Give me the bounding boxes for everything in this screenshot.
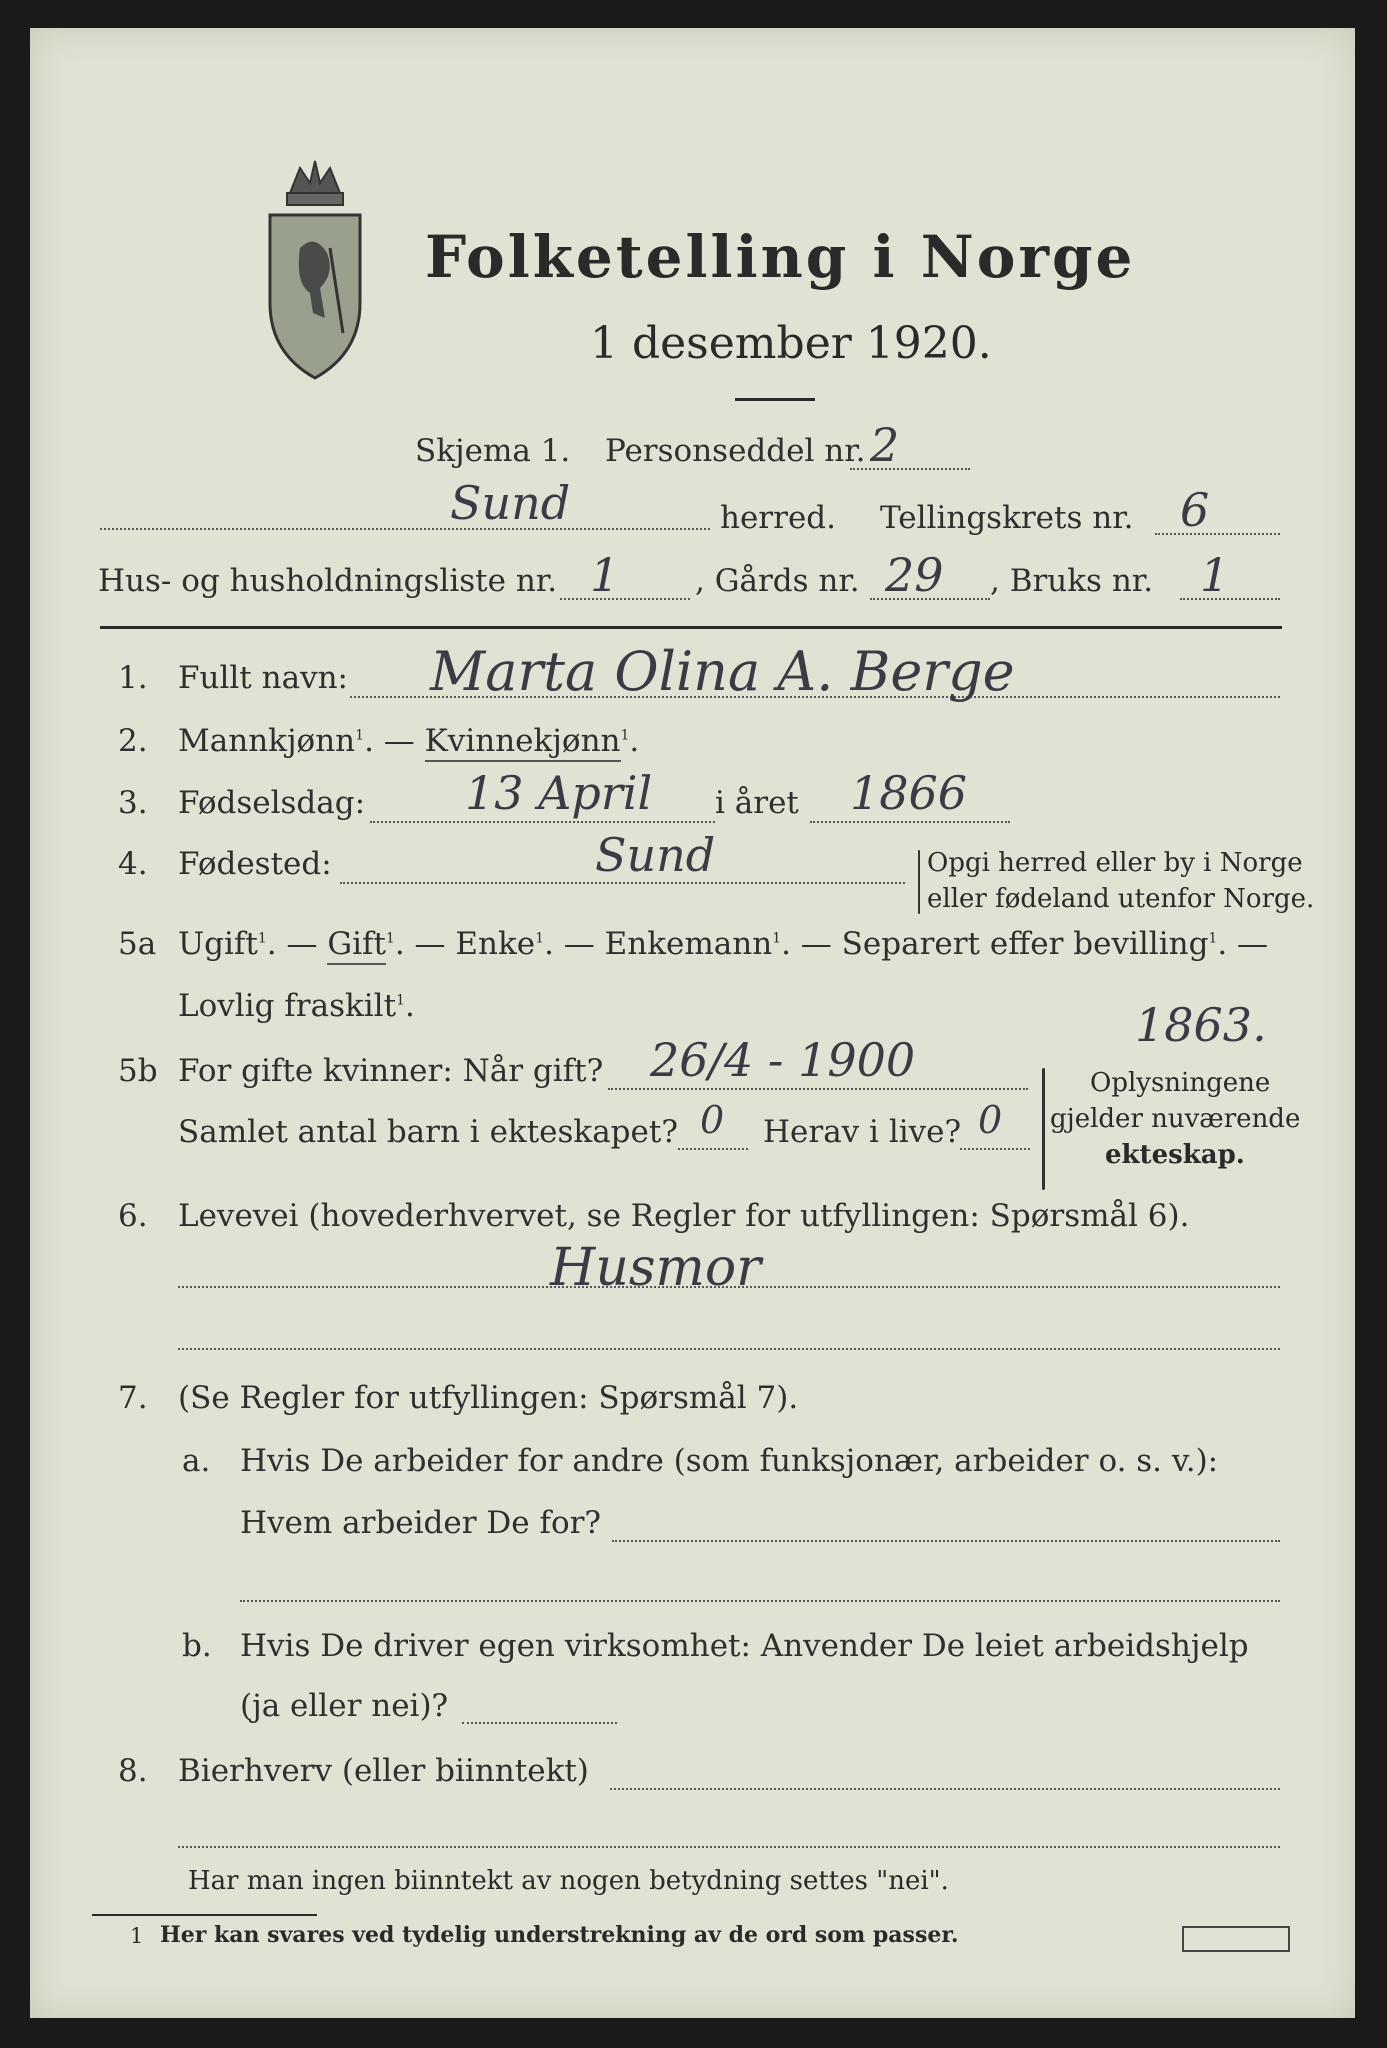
q7b-label2: (ja eller nei)? bbox=[240, 1688, 449, 1724]
q5b-barn-label: Samlet antal barn i ekteskapet? bbox=[178, 1114, 678, 1150]
q5a-separert-option[interactable]: Separert effer bevilling bbox=[841, 926, 1209, 962]
census-form bbox=[30, 28, 1355, 2018]
bruks-label: , Bruks nr. bbox=[990, 563, 1154, 599]
q7-number: 7. bbox=[118, 1380, 148, 1416]
q1-number: 1. bbox=[118, 660, 148, 696]
q7b-label: Hvis De driver egen virksomhet: Anvender De leiet arbeidshjelp bbox=[240, 1628, 1249, 1664]
bruks-line bbox=[1180, 598, 1280, 600]
form-title: Folketelling i Norge bbox=[425, 223, 1136, 291]
q5b-married-date-value[interactable]: 26/4 - 1900 bbox=[650, 1033, 916, 1087]
q3-year-label: i året bbox=[715, 785, 799, 821]
personseddel-label: Personseddel nr. bbox=[605, 433, 866, 469]
q2-mann-option[interactable]: Mannkjønn bbox=[178, 723, 356, 759]
q5a-number: 5a bbox=[118, 926, 157, 962]
q5b-married-line bbox=[608, 1088, 1028, 1090]
q7a-label: Hvis De arbeider for andre (som funksjonær, arbeider o. s. v.): bbox=[240, 1443, 1219, 1479]
footnote-rule bbox=[92, 1914, 317, 1916]
q4-note-brace bbox=[918, 850, 920, 914]
q5a-options: Ugift$^1$. — Gift$^1$. — Enke$^1$. — Enkemann$^1$. — Separert effer bevilling$^1$. — bbox=[178, 926, 1268, 962]
q5b-note-line1: Oplysningene bbox=[1090, 1068, 1271, 1098]
q6-number: 6. bbox=[118, 1198, 148, 1234]
q5a-lovlig-option[interactable]: Lovlig fraskilt bbox=[178, 988, 397, 1024]
tellingskrets-label: Tellingskrets nr. bbox=[880, 500, 1134, 536]
tellingskrets-value[interactable]: 6 bbox=[1180, 483, 1210, 537]
q2-kvinne-option[interactable]: Kvinnekjønn bbox=[425, 723, 621, 762]
q7a-line[interactable] bbox=[612, 1540, 1280, 1542]
q3-birthyear-value[interactable]: 1866 bbox=[850, 766, 968, 820]
footnote-text: Her kan svares ved tydelig understrekning av de ord som passer. bbox=[160, 1922, 959, 1948]
gards-value[interactable]: 29 bbox=[885, 548, 944, 602]
q4-number: 4. bbox=[118, 846, 148, 882]
q2-sex-options: Mannkjønn$^1$. — Kvinnekjønn$^1$. bbox=[178, 723, 639, 759]
q6-label: Levevei (hovederhvervet, se Regler for utfyllingen: Spørsmål 6). bbox=[178, 1198, 1190, 1234]
q4-note-line2: eller fødeland utenfor Norge. bbox=[927, 884, 1315, 914]
q3-birthdate-value[interactable]: 13 April bbox=[465, 766, 653, 820]
hus-line bbox=[560, 598, 690, 600]
q5b-note-brace bbox=[1042, 1068, 1045, 1190]
q5b-label: For gifte kvinner: Når gift? bbox=[178, 1053, 604, 1089]
q6-line1 bbox=[178, 1286, 1280, 1288]
q7-label: (Se Regler for utfyllingen: Spørsmål 7). bbox=[178, 1380, 799, 1416]
q3-number: 3. bbox=[118, 785, 148, 821]
footnote-marker: 1 bbox=[130, 1924, 144, 1948]
q7a-line2[interactable] bbox=[240, 1600, 1280, 1602]
hus-label: Hus- og husholdningsliste nr. bbox=[98, 563, 558, 599]
census-date: 1 desember 1920. bbox=[590, 318, 992, 369]
q8-line[interactable] bbox=[610, 1788, 1280, 1790]
q5a-ugift-option[interactable]: Ugift bbox=[178, 926, 258, 962]
q7a-label2: Hvem arbeider De for? bbox=[240, 1505, 602, 1541]
q4-line bbox=[340, 882, 905, 884]
q5b-barn-line bbox=[678, 1148, 748, 1150]
q8-label: Bierhverv (eller biinntekt) bbox=[178, 1753, 589, 1789]
q6-line2 bbox=[178, 1348, 1280, 1350]
q5a-enke-option[interactable]: Enke bbox=[455, 926, 536, 962]
q5b-live-value[interactable]: 0 bbox=[978, 1098, 1003, 1142]
tellingskrets-line bbox=[1155, 533, 1280, 535]
q5b-note-line3: ekteskap. bbox=[1105, 1140, 1245, 1170]
bruks-value[interactable]: 1 bbox=[1200, 548, 1230, 602]
hus-value[interactable]: 1 bbox=[590, 548, 620, 602]
q3-year-line bbox=[810, 821, 1010, 823]
q5b-live-line bbox=[960, 1148, 1030, 1150]
q5a-gift-option[interactable]: Gift bbox=[327, 926, 386, 965]
q2-number: 2. bbox=[118, 723, 148, 759]
q5a-lovlig-line: Lovlig fraskilt$^1$. bbox=[178, 988, 415, 1024]
gards-label: , Gårds nr. bbox=[695, 563, 860, 599]
title-divider bbox=[735, 398, 815, 401]
q5b-barn-value[interactable]: 0 bbox=[700, 1098, 725, 1142]
q5b-extra-year: 1863. bbox=[1135, 998, 1267, 1052]
q4-birthplace-value[interactable]: Sund bbox=[595, 828, 716, 882]
header-rule bbox=[100, 626, 1282, 629]
q5b-note-line2: gjelder nuværende bbox=[1050, 1104, 1301, 1134]
schema-label: Skjema 1. bbox=[415, 433, 571, 469]
personseddel-line bbox=[850, 468, 970, 470]
q1-label: Fullt navn: bbox=[178, 660, 348, 696]
norway-coat-of-arms-icon bbox=[255, 153, 375, 383]
q8-number: 8. bbox=[118, 1753, 148, 1789]
printer-stamp-icon bbox=[1182, 1926, 1290, 1952]
q3-date-line bbox=[370, 821, 715, 823]
q5b-number: 5b bbox=[118, 1053, 158, 1089]
personseddel-value[interactable]: 2 bbox=[870, 418, 900, 472]
herred-label: herred. bbox=[720, 500, 836, 536]
q5b-live-label: Herav i live? bbox=[763, 1114, 962, 1150]
q5a-enkemann-option[interactable]: Enkemann bbox=[604, 926, 773, 962]
q6-occupation-value[interactable]: Husmor bbox=[550, 1238, 761, 1298]
herred-value[interactable]: Sund bbox=[450, 476, 571, 530]
q4-note-line1: Opgi herred eller by i Norge bbox=[927, 848, 1303, 878]
q1-full-name-value[interactable]: Marta Olina A. Berge bbox=[430, 640, 1015, 703]
q7b-line[interactable] bbox=[462, 1722, 617, 1724]
q7b-letter: b. bbox=[182, 1628, 212, 1664]
herred-line bbox=[100, 528, 710, 530]
q8-note: Har man ingen biinntekt av nogen betydning settes "nei". bbox=[188, 1866, 949, 1896]
q3-label: Fødselsdag: bbox=[178, 785, 366, 821]
q7a-letter: a. bbox=[182, 1443, 211, 1479]
q4-label: Fødested: bbox=[178, 846, 332, 882]
q8-line2[interactable] bbox=[178, 1846, 1280, 1848]
